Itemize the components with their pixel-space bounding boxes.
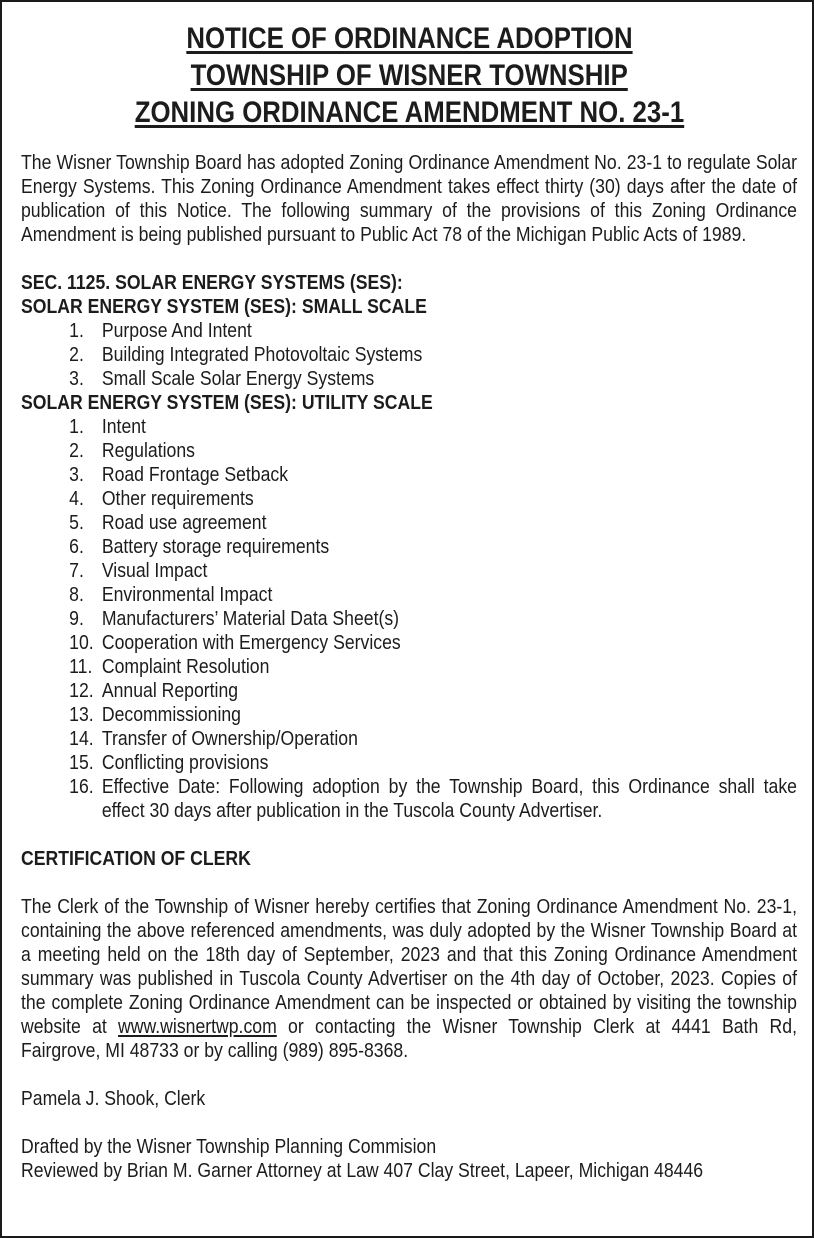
list-text: Annual Reporting	[101, 679, 239, 702]
reviewed-by: Reviewed by Brian M. Garner Attorney at Law 407 Clay Street, Lapeer, Michigan 48446	[21, 1159, 704, 1182]
list-number: 10.	[69, 631, 94, 654]
list-item	[21, 751, 797, 775]
list-number: 12.	[69, 679, 94, 702]
list-text: Manufacturers’ Material Data Sheet(s)	[101, 607, 400, 630]
list-text: Conflicting provisions	[101, 751, 269, 774]
notice-title	[21, 20, 797, 131]
list-text: Building Integrated Photovoltaic Systems	[101, 343, 423, 366]
list-text: Road use agreement	[101, 511, 267, 534]
list-number: 2.	[69, 439, 84, 462]
list-text: Intent	[101, 415, 146, 438]
list-text: Other requirements	[101, 487, 254, 510]
list-text: Environmental Impact	[101, 583, 273, 606]
footer	[21, 1135, 797, 1183]
list-number: 1.	[69, 319, 84, 342]
list-number: 3.	[69, 367, 84, 390]
list-item	[21, 367, 797, 391]
list-number: 4.	[69, 487, 84, 510]
list-text: Decommissioning	[101, 703, 241, 726]
list-text: Effective Date: Following adoption by the Township Board, this Ordinance shall take effect 30 days after publication in the Tuscola County Advertiser.	[101, 775, 797, 822]
title-text-1: NOTICE OF ORDINANCE ADOPTION	[185, 22, 633, 55]
title-line-2	[21, 57, 797, 94]
list-number: 5.	[69, 511, 84, 534]
list-text: Complaint Resolution	[101, 655, 270, 678]
list-number: 1.	[69, 415, 84, 438]
list-text: Small Scale Solar Energy Systems	[101, 367, 375, 390]
list-number: 7.	[69, 559, 84, 582]
section-heading: SEC. 1125. SOLAR ENERGY SYSTEMS (SES):	[21, 271, 403, 294]
list-item	[21, 319, 797, 343]
list-item	[21, 343, 797, 367]
list-text: Battery storage requirements	[101, 535, 330, 558]
list-item	[21, 535, 797, 559]
list-item	[21, 775, 797, 823]
list-item	[21, 463, 797, 487]
utility-scale-heading: SOLAR ENERGY SYSTEM (SES): UTILITY SCALE	[21, 391, 433, 414]
small-scale-heading: SOLAR ENERGY SYSTEM (SES): SMALL SCALE	[21, 295, 427, 318]
certification-text-after-link: or contacting the Wisner Township Clerk at 4441 Bath Rd, Fairgrove, MI 48733 or by calling (989) 895-8368.	[21, 1015, 797, 1062]
title-text-3: ZONING ORDINANCE AMENDMENT NO. 23-1	[134, 96, 684, 129]
list-number: 15.	[69, 751, 94, 774]
small-scale-list	[21, 319, 797, 391]
list-number: 2.	[69, 343, 84, 366]
list-item	[21, 631, 797, 655]
list-item	[21, 679, 797, 703]
intro-paragraph: The Wisner Township Board has adopted Zoning Ordinance Amendment No. 23-1 to regulate Solar Energy Systems. This Zoning Ordinance Amendment takes effect thirty (30) days after the date of publication of this Notice. The following summary of the provisions of this Zoning Ordinance Amendment is being published pursuant to Public Act 78 of the Michigan Public Acts of 1989.	[21, 151, 797, 246]
utility-scale-list	[21, 415, 797, 823]
clerk-signature: Pamela J. Shook, Clerk	[21, 1087, 206, 1110]
list-item	[21, 487, 797, 511]
list-text: Visual Impact	[101, 559, 208, 582]
certification-paragraph	[21, 895, 797, 1063]
list-text: Transfer of Ownership/Operation	[101, 727, 358, 750]
section-1125	[21, 271, 797, 823]
certification-text-before-link: The Clerk of the Township of Wisner hereby certifies that Zoning Ordinance Amendment No. 23-1, containing the above referenced amendments, was duly adopted by the Wisner Township Board at a meeting held on the 18th day of September, 2023 and that this Zoning Ordinance Amendment summary was published in Tuscola County Advertiser on the 4th day of October, 2023. Copies of the complete Zoning Ordinance Amendment can be inspected or obtained by visiting the township website at	[21, 895, 797, 1038]
list-item	[21, 655, 797, 679]
list-number: 3.	[69, 463, 84, 486]
list-item	[21, 607, 797, 631]
list-item	[21, 559, 797, 583]
list-number: 9.	[69, 607, 84, 630]
title-line-1	[21, 20, 797, 57]
list-number: 13.	[69, 703, 94, 726]
list-number: 16.	[69, 775, 94, 798]
list-text: Cooperation with Emergency Services	[101, 631, 401, 654]
list-item	[21, 439, 797, 463]
list-text: Road Frontage Setback	[101, 463, 289, 486]
township-website-link[interactable]: www.wisnertwp.com	[118, 1015, 277, 1038]
list-number: 11.	[69, 655, 93, 678]
certification-heading: CERTIFICATION OF CLERK	[21, 847, 251, 870]
list-number: 14.	[69, 727, 94, 750]
notice-page	[21, 20, 797, 1183]
list-item	[21, 727, 797, 751]
title-text-2: TOWNSHIP OF WISNER TOWNSHIP	[190, 59, 628, 92]
list-text: Regulations	[101, 439, 195, 462]
list-number: 6.	[69, 535, 84, 558]
list-item	[21, 703, 797, 727]
list-item	[21, 511, 797, 535]
drafted-by: Drafted by the Wisner Township Planning Commision	[21, 1135, 437, 1158]
list-item	[21, 583, 797, 607]
list-number: 8.	[69, 583, 84, 606]
list-text: Purpose And Intent	[101, 319, 252, 342]
list-item	[21, 415, 797, 439]
title-line-3	[21, 94, 797, 131]
